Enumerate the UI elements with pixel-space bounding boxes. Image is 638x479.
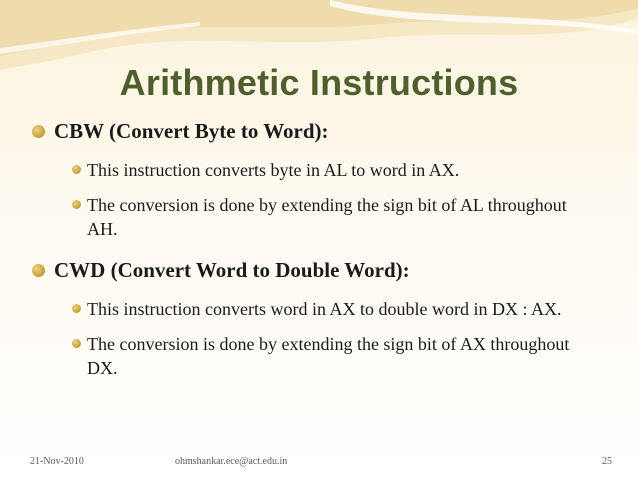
list-item [72, 158, 618, 182]
footer-date: 21-Nov-2010 [30, 456, 84, 467]
section-heading-text: CBW (Convert Byte to Word): [54, 119, 329, 143]
bullet-icon [32, 264, 45, 277]
bullet-icon [72, 165, 81, 174]
list-item [72, 193, 587, 241]
section-heading-cbw [28, 118, 618, 144]
list-item-text: The conversion is done by extending the sign bit of AX throughout DX. [87, 334, 570, 378]
list-item-text: The conversion is done by extending the sign bit of AL throughout AH. [87, 195, 567, 239]
bullet-icon [72, 339, 81, 348]
bullet-icon [72, 304, 81, 313]
slide-title: Arithmetic Instructions [119, 62, 519, 103]
list-item [72, 297, 597, 321]
slide-content [28, 118, 618, 380]
list-item-text: This instruction converts word in AX to double word in DX : AX. [87, 299, 562, 319]
footer-email: ohmshankar.ece@act.edu.in [175, 456, 288, 467]
page-number: 25 [602, 456, 612, 467]
section-heading-text: CWD (Convert Word to Double Word): [54, 258, 410, 282]
bullet-icon [32, 125, 45, 138]
bullet-icon [72, 200, 81, 209]
list-item-text: This instruction converts byte in AL to word in AX. [87, 160, 460, 180]
section-heading-cwd [28, 257, 618, 283]
list-item [72, 332, 587, 380]
